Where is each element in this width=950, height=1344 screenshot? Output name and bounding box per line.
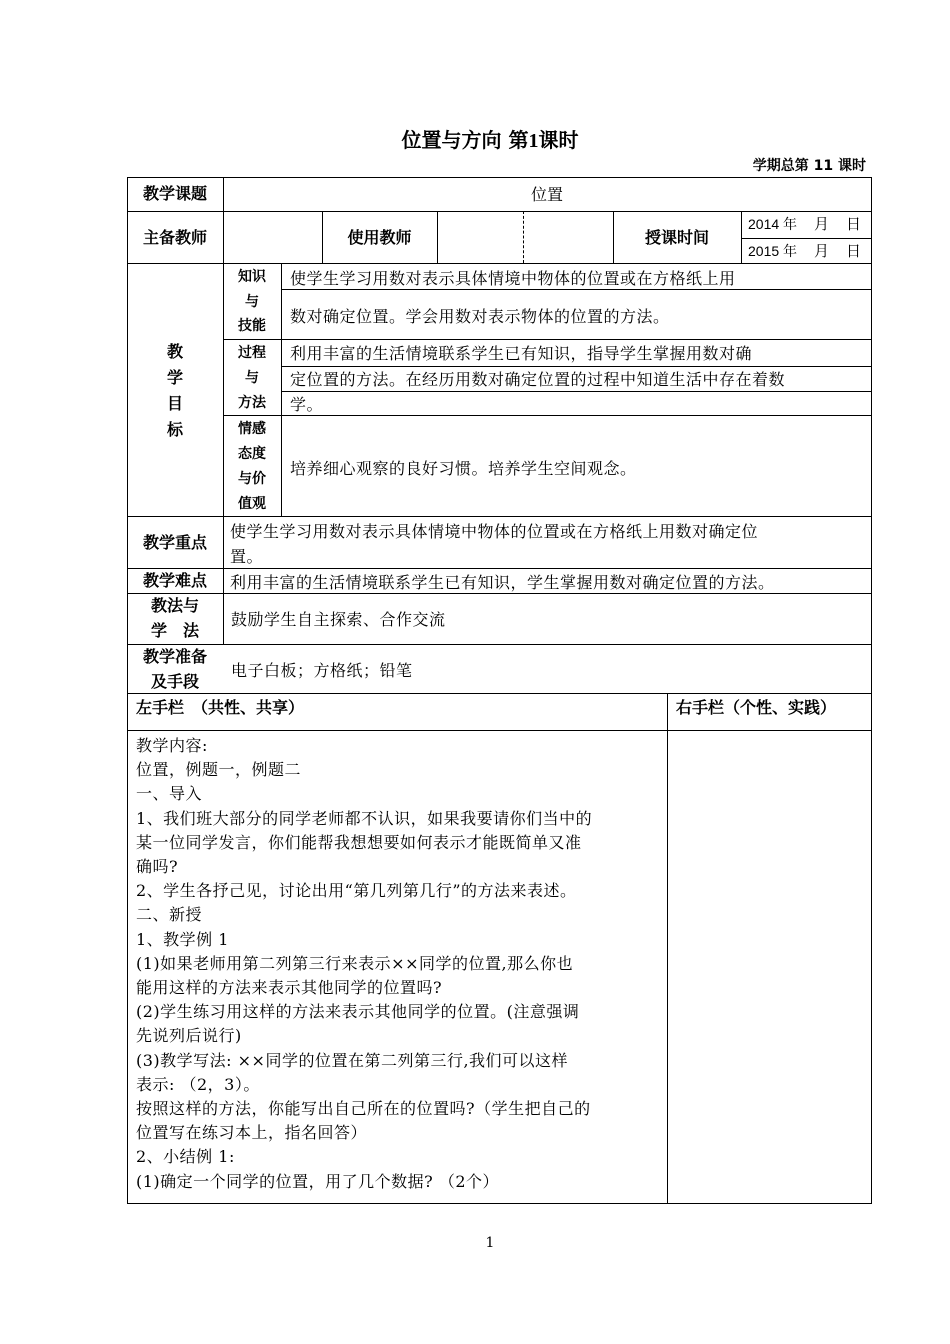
right-column-header: 右手栏（个性、实践） xyxy=(676,698,837,717)
objective-text-line: 培养细心观察的良好习惯。培养学生空间观念。 xyxy=(290,459,637,478)
difficulty-value: 利用丰富的生活情境联系学生已有知识，学生掌握用数对确定位置的方法。 xyxy=(230,573,775,592)
objective-sub-label: 态度 xyxy=(238,446,266,462)
content-line: 确吗? xyxy=(136,857,179,876)
objective-sub-label: 方法 xyxy=(238,395,266,411)
content-line: 表示: （2，3）。 xyxy=(136,1074,260,1094)
date-2-day: 日 xyxy=(846,242,862,260)
date-1-month: 月 xyxy=(814,215,830,233)
objective-sub-label: 与 xyxy=(245,370,259,386)
lesson-time-label: 授课时间 xyxy=(644,228,709,247)
teaching-content xyxy=(136,734,666,1202)
content-line: (1)确定一个同学的位置，用了几个数据? （2个） xyxy=(136,1171,500,1191)
objectives-label-char: 目 xyxy=(166,394,183,413)
topic-value: 位置 xyxy=(530,185,563,204)
content-line: 能用这样的方法来表示其他同学的位置吗? xyxy=(136,978,443,997)
objective-text-line: 定位置的方法。在经历用数对确定位置的过程中知道生活中存在着数 xyxy=(290,370,786,389)
content-line: (3)教学写法: ××同学的位置在第二列第三行,我们可以这样 xyxy=(136,1050,569,1070)
difficulty-label: 教学难点 xyxy=(142,571,207,590)
objective-text-line: 利用丰富的生活情境联系学生已有知识，指导学生掌握用数对确 xyxy=(290,344,753,363)
key-point-line: 使学生学习用数对表示具体情境中物体的位置或在方格纸上用数对确定位 xyxy=(230,522,759,541)
objective-sub-label: 值观 xyxy=(238,496,266,512)
term-lesson-count: 学期总第 11 课时 xyxy=(752,158,866,174)
content-line: 先说列后说行) xyxy=(136,1026,242,1046)
key-point-line: 置。 xyxy=(230,547,264,566)
key-point-label: 教学重点 xyxy=(142,533,207,552)
objective-sub-label: 过程 xyxy=(238,345,266,361)
content-line: 位置写在练习本上，指名回答） xyxy=(136,1123,368,1143)
date-1-year: 2014 年 xyxy=(748,216,798,232)
content-line: 位置，例题一，例题二 xyxy=(136,760,302,780)
content-line: 2、小结例 1: xyxy=(136,1147,235,1167)
content-line: 1、我们班大部分的同学老师都不认识，如果我要请你们当中的 xyxy=(136,808,593,828)
objective-text-line: 学。 xyxy=(290,395,324,414)
objective-sub-label: 知识 xyxy=(238,269,266,285)
prep-label-line: 及手段 xyxy=(150,672,199,691)
objectives-label-char: 标 xyxy=(166,420,183,439)
content-line: (1)如果老师用第二列第三行来表示××同学的位置,那么你也 xyxy=(136,953,574,973)
prep-value: 电子白板；方格纸；铅笔 xyxy=(231,661,413,680)
using-teacher-label: 使用教师 xyxy=(347,228,412,247)
objectives-label-char: 教 xyxy=(166,342,183,361)
content-line: 某一位同学发言，你们能帮我想想要如何表示才能既简单又准 xyxy=(136,832,582,852)
content-line: 教学内容: xyxy=(136,736,208,755)
content-line: 按照这样的方法，你能写出自己所在的位置吗?（学生把自己的 xyxy=(136,1099,591,1118)
content-line: 二、新授 xyxy=(136,905,203,925)
content-line: 一、导入 xyxy=(136,784,203,804)
prep-label-line: 教学准备 xyxy=(142,647,207,666)
objectives-label-char: 学 xyxy=(166,368,183,387)
page-number: 1 xyxy=(485,1235,495,1251)
date-1-day: 日 xyxy=(846,215,862,233)
content-line: (2)学生练习用这样的方法来表示其他同学的位置。(注意强调 xyxy=(136,1002,580,1022)
lead-teacher-label: 主备教师 xyxy=(142,228,207,247)
content-line: 1、教学例 1 xyxy=(136,929,229,949)
objective-sub-label: 与 xyxy=(245,294,259,310)
method-value: 鼓励学生自主探索、合作交流 xyxy=(231,610,446,629)
date-2-year: 2015 年 xyxy=(748,243,798,259)
left-column-header: 左手栏 （共性、共享） xyxy=(136,698,305,717)
method-label-line: 学 法 xyxy=(150,621,199,640)
page-title: 位置与方向 第1课时 xyxy=(401,128,579,152)
content-line: 2、学生各抒己见，讨论出用“第几列第几行”的方法来表述。 xyxy=(136,881,577,901)
objective-sub-label: 情感 xyxy=(238,421,266,437)
objective-text-line: 数对确定位置。学会用数对表示物体的位置的方法。 xyxy=(290,307,670,326)
objective-sub-label: 技能 xyxy=(238,318,266,334)
date-2-month: 月 xyxy=(814,242,830,260)
topic-label: 教学课题 xyxy=(142,184,207,203)
objective-text-line: 使学生学习用数对表示具体情境中物体的位置或在方格纸上用 xyxy=(290,269,736,288)
objective-sub-label: 与价 xyxy=(238,471,266,487)
method-label-line: 教法与 xyxy=(150,596,199,615)
